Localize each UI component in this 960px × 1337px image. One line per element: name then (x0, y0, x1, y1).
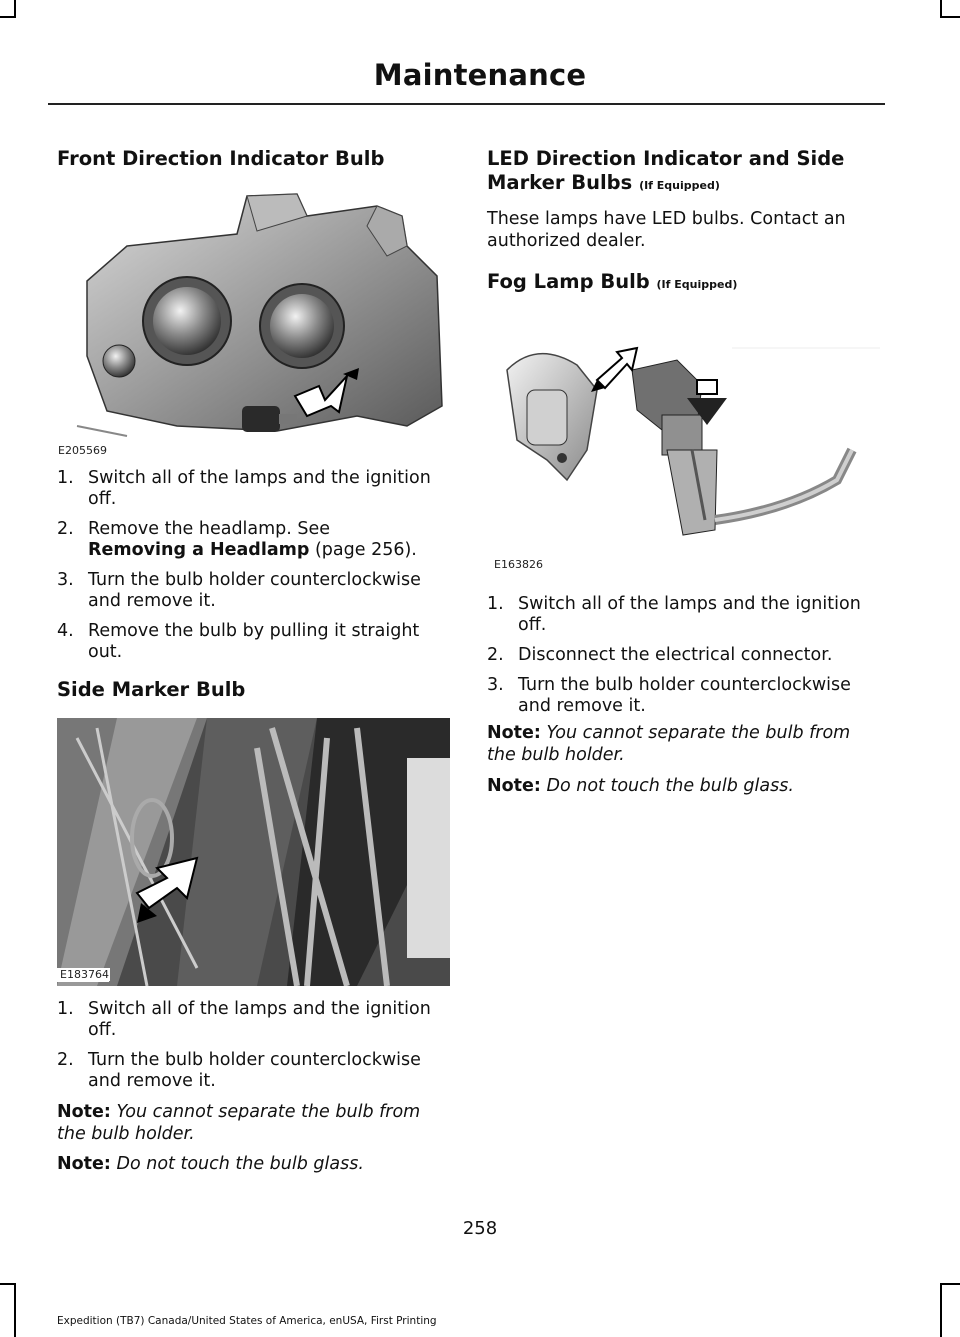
step-text: Turn the bulb holder counterclockwise and remove it. (88, 570, 421, 611)
list-item (57, 468, 450, 510)
page-number: 258 (462, 1218, 498, 1239)
crop-mark (14, 1283, 16, 1337)
body-paragraph: These lamps have LED bulbs. Contact an authorized dealer. (487, 209, 846, 251)
section-title-side-marker: Side Marker Bulb (57, 678, 246, 701)
header-divider (48, 103, 885, 105)
step-text: Turn the bulb holder counterclockwise and remove it. (88, 1050, 421, 1091)
note-paragraph (487, 775, 880, 797)
fog-lamp-illustration (487, 330, 880, 575)
step-number: 2. (487, 645, 504, 665)
list-item (57, 621, 450, 663)
note-label: Note: (57, 1102, 111, 1122)
crop-mark (0, 1283, 16, 1285)
note-label: Note: (487, 723, 541, 743)
figure-headlamp (57, 186, 450, 460)
section-title-front-indicator: Front Direction Indicator Bulb (57, 147, 385, 170)
crop-mark (940, 1283, 960, 1285)
list-item (487, 645, 880, 666)
list-item (57, 519, 450, 561)
heading-qualifier: (If Equipped) (656, 278, 738, 291)
step-number: 4. (57, 621, 74, 641)
note-paragraph (487, 722, 880, 766)
side-steps-list (57, 999, 450, 1101)
step-number: 1. (487, 594, 504, 614)
crop-mark (940, 1283, 942, 1337)
list-item (57, 999, 450, 1041)
step-text: Remove the headlamp. See (88, 519, 331, 539)
section-title-fog-lamp (487, 270, 737, 297)
note-text: Do not touch the bulb glass. (546, 776, 794, 796)
note-paragraph (57, 1101, 450, 1145)
step-number: 1. (57, 468, 74, 488)
step-text: Turn the bulb holder counterclockwise and remove it. (518, 675, 851, 716)
side-marker-illustration (57, 718, 450, 986)
crop-mark (0, 16, 16, 18)
note-paragraph (57, 1153, 450, 1175)
page-reference: (page 256). (309, 540, 417, 560)
step-number: 3. (487, 675, 504, 695)
list-item (487, 594, 880, 636)
step-number: 2. (57, 519, 74, 539)
note-label: Note: (57, 1154, 111, 1174)
step-number: 1. (57, 999, 74, 1019)
list-item (487, 675, 880, 717)
step-number: 3. (57, 570, 74, 590)
step-text: Disconnect the electrical connector. (518, 645, 833, 665)
note-text: Do not touch the bulb glass. (116, 1154, 364, 1174)
figure-code: E163826 (494, 558, 543, 571)
note-text: You cannot separate the bulb from the bulb holder. (487, 723, 851, 765)
figure-code: E205569 (58, 444, 107, 457)
list-item (57, 570, 450, 612)
figure-side-marker (57, 718, 450, 986)
crop-mark (940, 16, 960, 18)
fog-steps-list (487, 594, 880, 726)
step-text: Switch all of the lamps and the ignition off. (88, 999, 431, 1040)
note-text: You cannot separate the bulb from the bulb holder. (57, 1102, 421, 1144)
heading-qualifier: (If Equipped) (639, 179, 720, 192)
step-text: Remove the bulb by pulling it straight out. (88, 621, 420, 662)
list-item (57, 1050, 450, 1092)
headlamp-illustration (57, 186, 450, 460)
section-title-led (487, 147, 880, 198)
page-title: Maintenance (373, 58, 587, 92)
step-number: 2. (57, 1050, 74, 1070)
figure-fog-lamp (487, 330, 880, 575)
cross-reference-link[interactable]: Removing a Headlamp (88, 540, 310, 560)
step-text: Switch all of the lamps and the ignition off. (518, 594, 861, 635)
front-steps-list (57, 468, 450, 672)
heading-text: Fog Lamp Bulb (487, 270, 650, 293)
note-label: Note: (487, 776, 541, 796)
figure-code: E183764 (60, 968, 109, 981)
footer-text: Expedition (TB7) Canada/United States of America, enUSA, First Printing (57, 1315, 437, 1327)
step-text: Switch all of the lamps and the ignition off. (88, 468, 431, 509)
heading-text: LED Direction Indicator and Side Marker Bulbs (487, 147, 845, 194)
